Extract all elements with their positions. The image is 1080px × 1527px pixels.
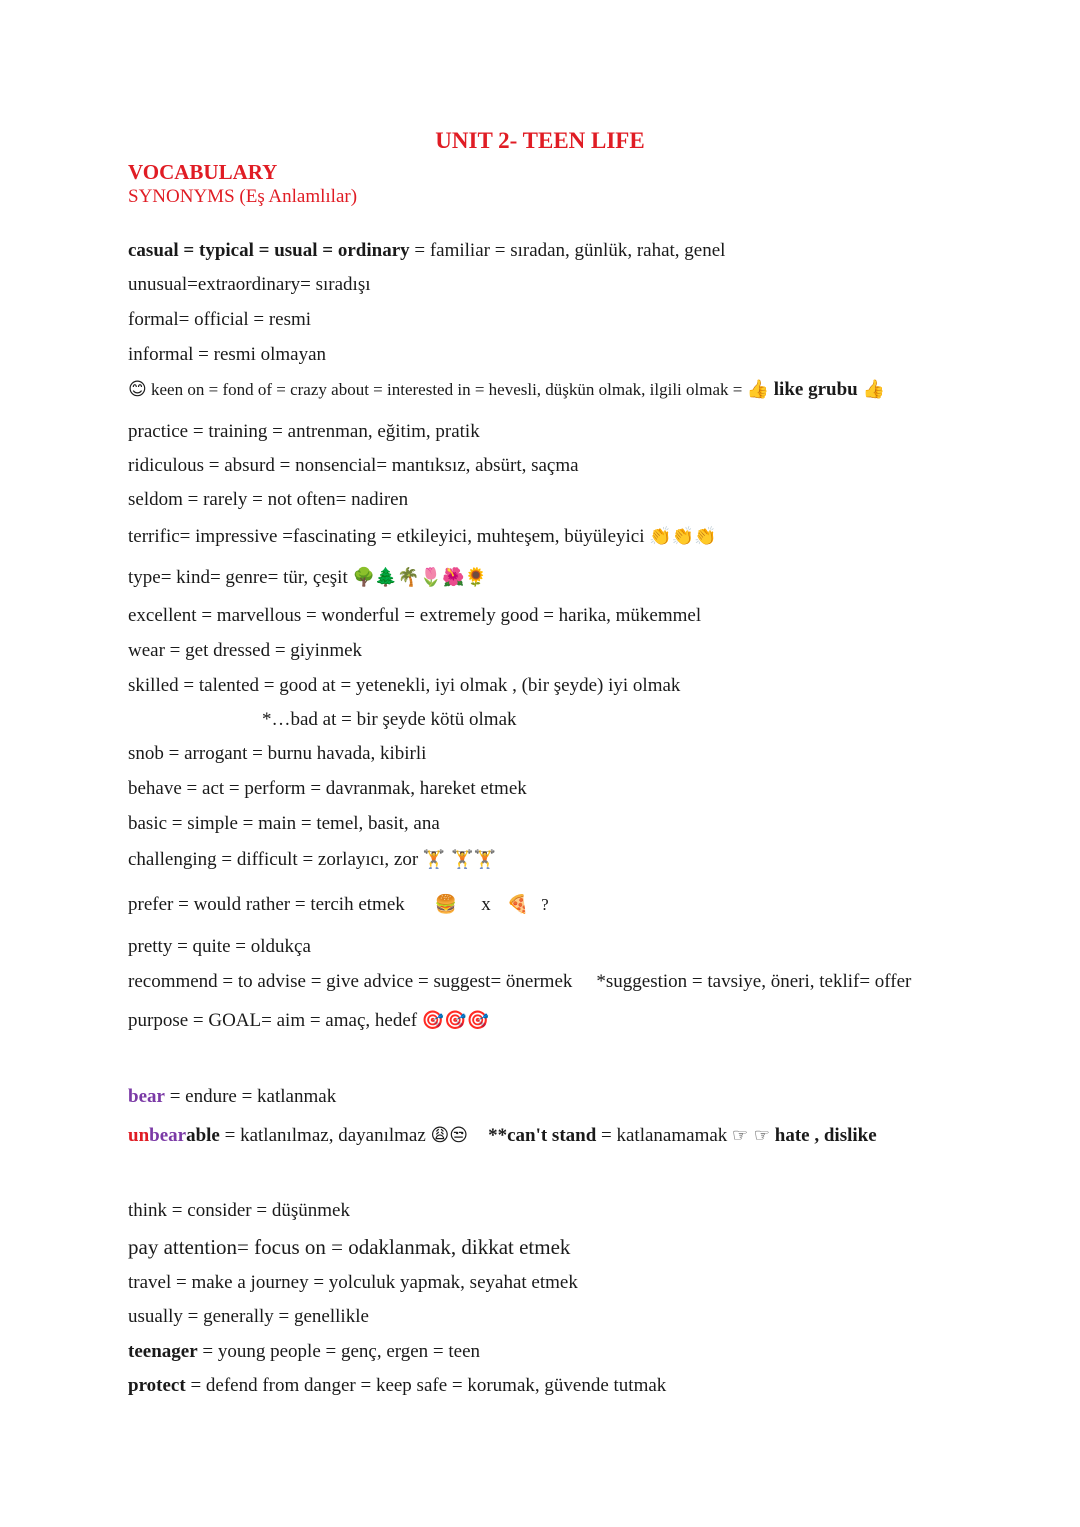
vocab-line bbox=[128, 1010, 489, 1033]
vocab-line: seldom = rarely = not often= nadiren bbox=[128, 489, 409, 510]
burger-icon: 🍔 bbox=[434, 894, 458, 915]
tired-face-icon: 😩😒 bbox=[430, 1125, 469, 1146]
line-text: = katlanılmaz, dayanılmaz bbox=[219, 1125, 431, 1146]
vocab-line: informal = resmi olmayan bbox=[128, 344, 327, 365]
vocab-line: pay attention= focus on = odaklanmak, dikkat etmek bbox=[128, 1235, 571, 1259]
line-text: purpose = GOAL= aim = amaç, hedef bbox=[128, 1010, 422, 1031]
vocab-line: excellent = marvellous = wonderful = extremely good = harika, mükemmel bbox=[128, 605, 702, 626]
vocab-line: *…bad at = bir şeyde kötü olmak bbox=[262, 709, 517, 730]
smiley-icon: 😊 bbox=[128, 379, 147, 400]
vocab-line: pretty = quite = oldukça bbox=[128, 936, 311, 957]
line-text: recommend = to advise = give advice = suggest= önermek bbox=[128, 971, 573, 992]
vocab-line bbox=[128, 379, 885, 402]
versus-mark: x bbox=[481, 894, 491, 915]
root-bear: bear bbox=[149, 1125, 187, 1146]
line-text: = endure = katlanmak bbox=[164, 1086, 337, 1107]
question-mark: ? bbox=[541, 895, 549, 914]
vocab-line bbox=[128, 894, 549, 917]
thumbs-up-icon: 👍 bbox=[862, 379, 885, 400]
section-heading: VOCABULARY bbox=[128, 160, 278, 184]
thumbs-up-icon: 👍 bbox=[746, 379, 770, 400]
pizza-icon: 🍕 bbox=[506, 894, 530, 915]
vocab-line bbox=[128, 526, 717, 549]
bold-term: like grubu bbox=[769, 379, 863, 400]
line-text: = young people = genç, ergen = teen bbox=[197, 1341, 481, 1362]
highlight-word: bear bbox=[128, 1086, 165, 1107]
vocab-line: ridiculous = absurd = nonsencial= mantıksız, absürt, saçma bbox=[128, 455, 579, 476]
bold-term: casual = typical = usual = ordinary bbox=[128, 240, 410, 261]
weightlifter-icon: 🏋 🏋🏋 bbox=[422, 849, 496, 870]
page-title: UNIT 2- TEEN LIFE bbox=[435, 128, 645, 153]
vocab-line: usually = generally = genellikle bbox=[128, 1306, 369, 1327]
vocab-line: formal= official = resmi bbox=[128, 309, 312, 330]
vocab-line: basic = simple = main = temel, basit, ana bbox=[128, 813, 440, 834]
vocab-line bbox=[128, 567, 487, 590]
bold-term: teenager bbox=[128, 1341, 198, 1362]
vocab-line bbox=[128, 1086, 336, 1109]
vocab-line bbox=[128, 1375, 666, 1398]
vocab-line: wear = get dressed = giyinmek bbox=[128, 640, 363, 661]
vocab-line: unusual=extraordinary= sıradışı bbox=[128, 274, 371, 295]
vocab-line bbox=[128, 849, 496, 872]
line-text: challenging = difficult = zorlayıcı, zor bbox=[128, 849, 423, 870]
suffix-able: able bbox=[186, 1125, 220, 1146]
plants-flowers-icon: 🌳🌲🌴🌷🌺🌻 bbox=[352, 567, 487, 588]
bold-term: protect bbox=[128, 1375, 186, 1396]
vocab-line bbox=[128, 971, 911, 994]
line-text: = defend from danger = keep safe = korumak, güvende tutmak bbox=[185, 1375, 667, 1396]
vocab-line: behave = act = perform = davranmak, hareket etmek bbox=[128, 778, 527, 799]
vocab-line bbox=[128, 1341, 480, 1364]
vocab-line: skilled = talented = good at = yetenekli, iyi olmak , (bir şeyde) iyi olmak bbox=[128, 675, 681, 696]
line-text: prefer = would rather = tercih etmek bbox=[128, 894, 405, 915]
prefix-un: un bbox=[128, 1125, 150, 1146]
subsection-heading: SYNONYMS (Eş Anlamlılar) bbox=[128, 186, 358, 207]
vocab-line: travel = make a journey = yolculuk yapmak, seyahat etmek bbox=[128, 1272, 578, 1293]
vocab-line bbox=[128, 240, 725, 263]
clapping-hands-icon: 👏👏👏 bbox=[649, 526, 717, 547]
pointing-hand-icon: ☞ ☞ bbox=[732, 1125, 771, 1146]
bold-term: hate , dislike bbox=[770, 1125, 877, 1146]
line-text: = katlanamamak bbox=[596, 1125, 733, 1146]
vocab-line: think = consider = düşünmek bbox=[128, 1200, 350, 1221]
vocab-line: practice = training = antrenman, eğitim, pratik bbox=[128, 421, 480, 442]
note-text: *suggestion = tavsiye, öneri, teklif= offer bbox=[596, 971, 912, 992]
vocab-line bbox=[128, 1125, 877, 1148]
line-text: terrific= impressive =fascinating = etkileyici, muhteşem, büyüleyici bbox=[128, 526, 650, 547]
vocab-line: snob = arrogant = burnu havada, kibirli bbox=[128, 743, 427, 764]
bold-term: **can't stand bbox=[488, 1125, 597, 1146]
line-text: = familiar = sıradan, günlük, rahat, genel bbox=[409, 240, 726, 261]
target-icon: 🎯🎯🎯 bbox=[421, 1010, 490, 1031]
line-text: keen on = fond of = crazy about = interested in = hevesli, düşkün olmak, ilgili olmak = bbox=[146, 380, 747, 399]
line-text: type= kind= genre= tür, çeşit bbox=[128, 567, 353, 588]
